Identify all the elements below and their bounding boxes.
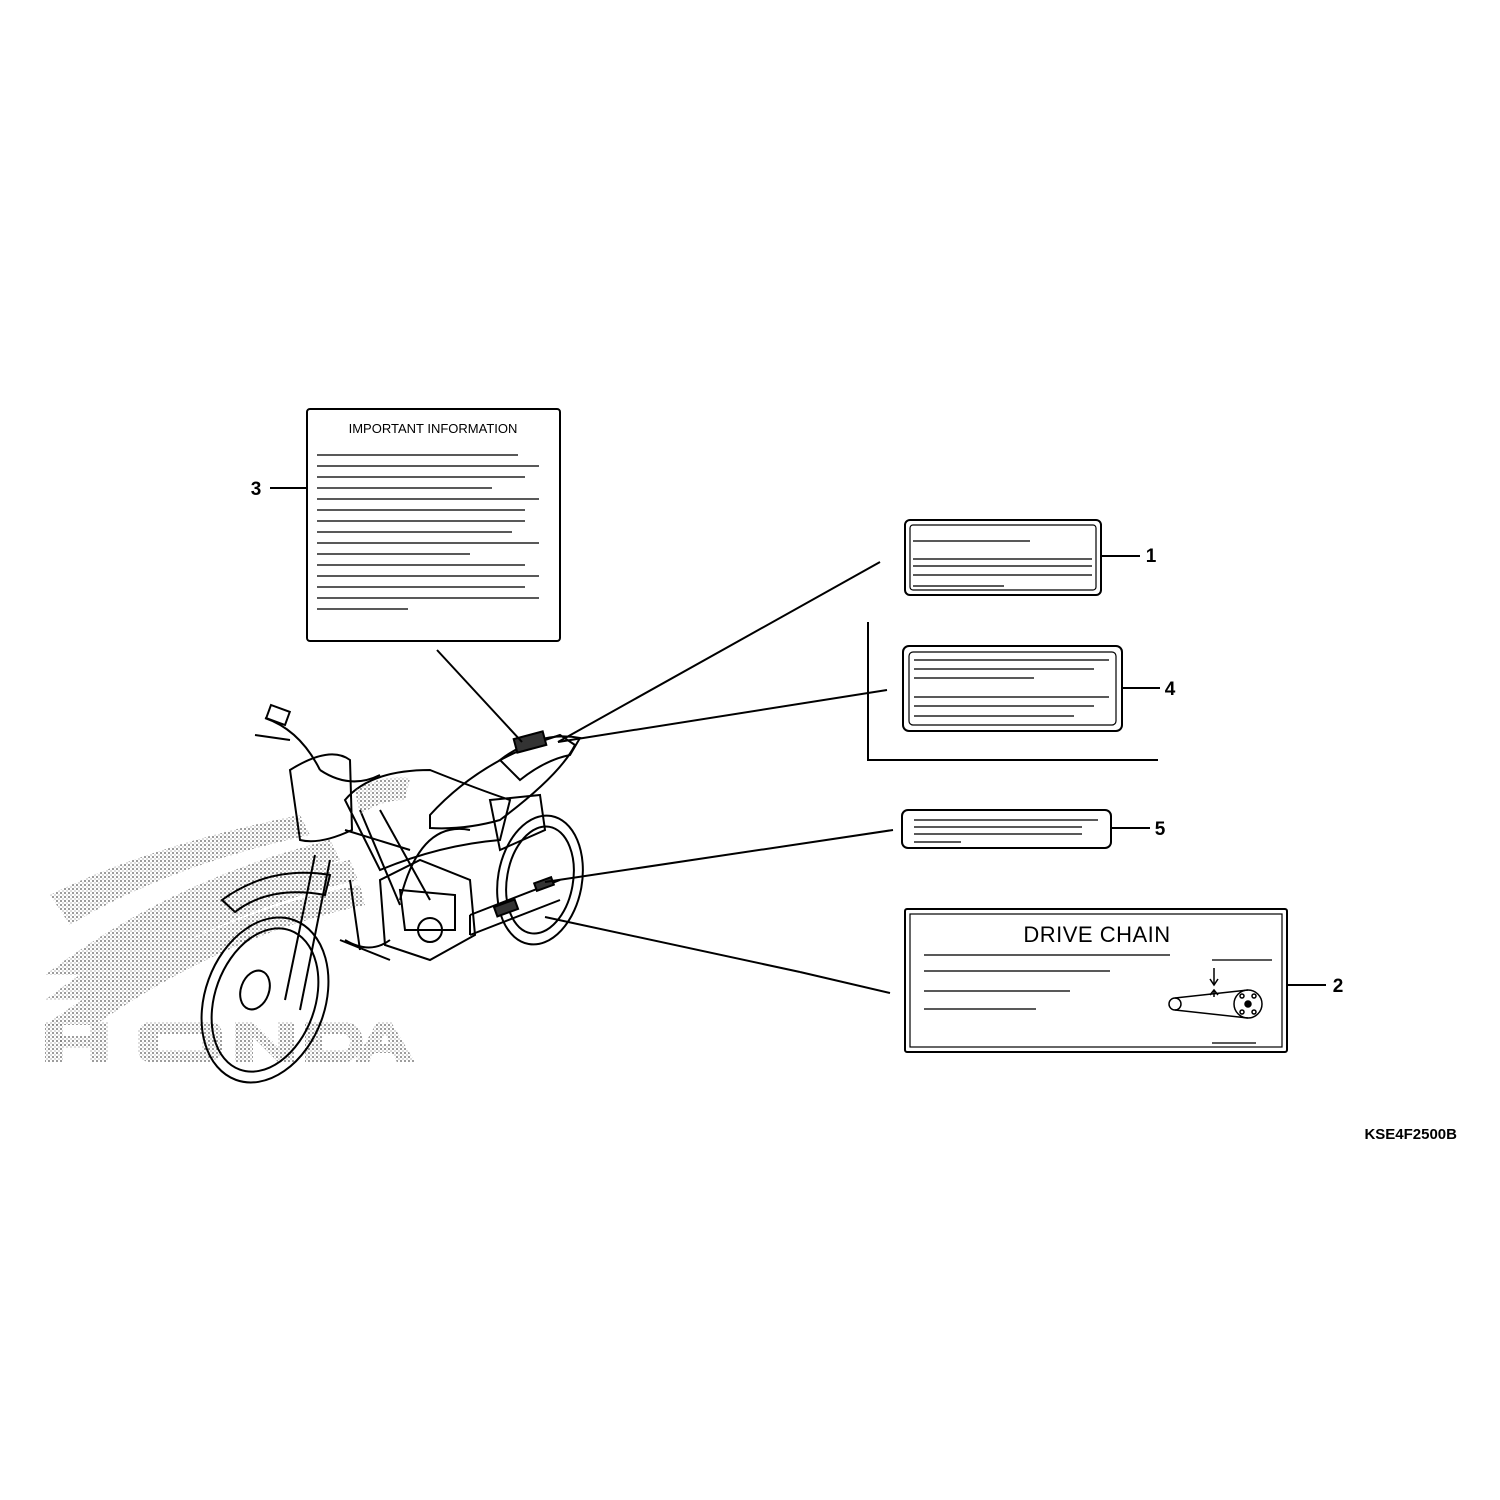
callout-1: 1 — [1145, 546, 1157, 567]
important-information-title: IMPORTANT INFORMATION — [348, 421, 518, 436]
callout-4: 4 — [1164, 679, 1176, 700]
important-information-label — [307, 409, 560, 641]
label-5 — [902, 810, 1111, 848]
label-4 — [903, 646, 1122, 731]
drive-chain-label — [905, 909, 1287, 1052]
drive-chain-title: DRIVE CHAIN — [1023, 922, 1171, 947]
callout-2: 2 — [1332, 976, 1344, 997]
diagram-code: KSE4F2500B — [1364, 1126, 1457, 1143]
callout-3: 3 — [250, 479, 262, 500]
label-1 — [905, 520, 1101, 595]
callout-5: 5 — [1154, 819, 1166, 840]
honda-wordmark-logo — [45, 1022, 415, 1062]
